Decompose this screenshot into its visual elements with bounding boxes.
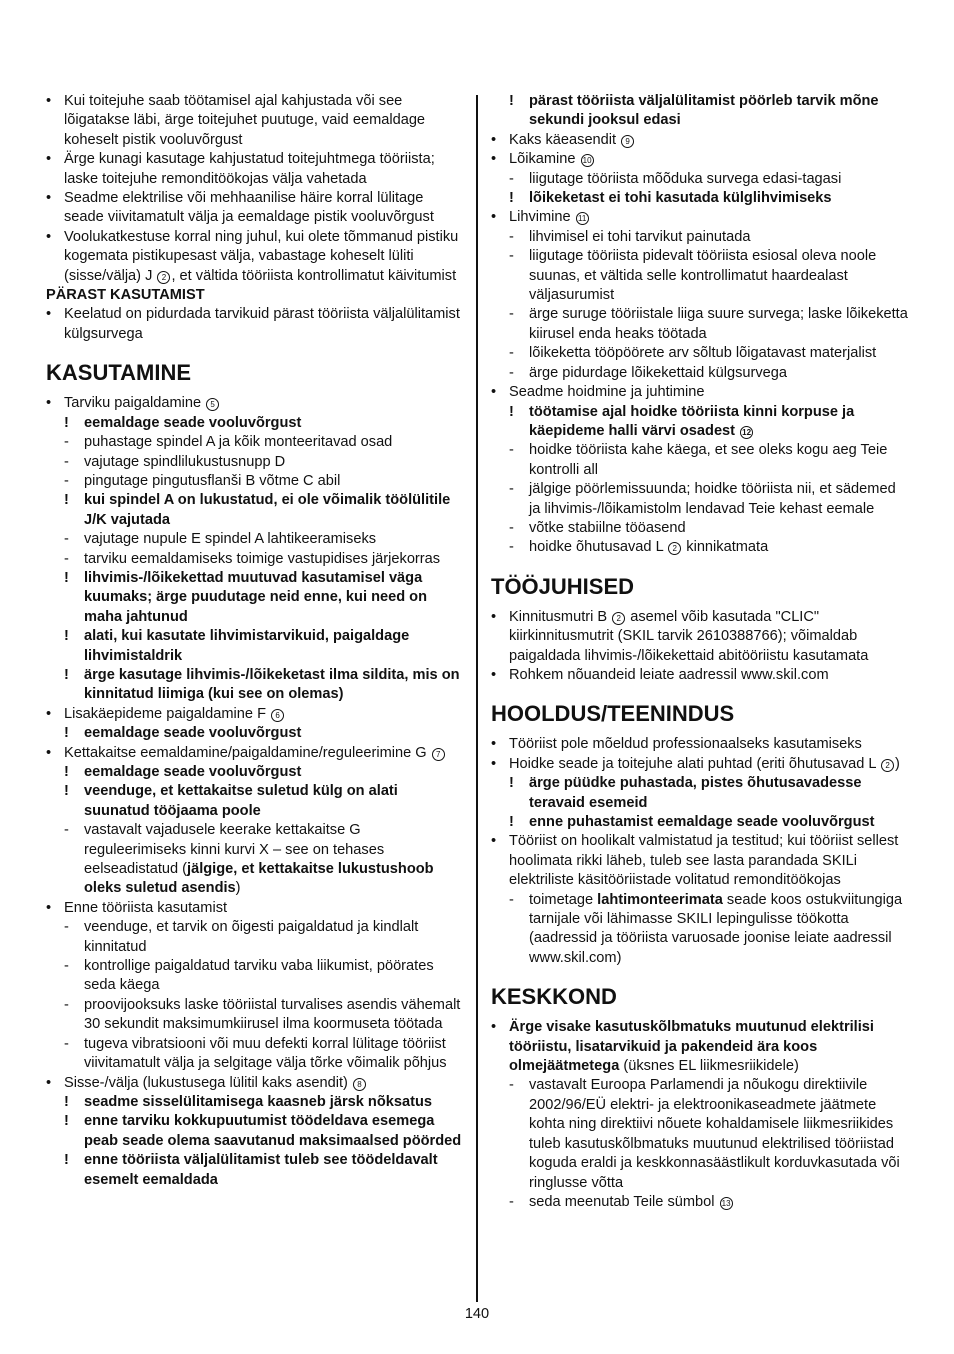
section-heading: KESKKOND	[491, 984, 617, 1010]
section-heading: TÖÖJUHISED	[491, 573, 635, 599]
list-item	[491, 208, 911, 227]
warning-marker: !	[64, 1113, 69, 1130]
item-text: ärge pidurdage lõikekettaid külgsurvega	[529, 364, 787, 381]
item-text: Kaks käeasendit	[509, 131, 621, 148]
warning-marker: !	[64, 764, 69, 780]
list-item	[491, 774, 911, 813]
bullet-marker: •	[491, 666, 497, 683]
bullet-marker: •	[491, 151, 497, 168]
figure-ref-number: 5	[206, 398, 219, 411]
warning-marker: !	[64, 492, 69, 509]
list-item	[491, 150, 911, 169]
warning-marker: !	[64, 1093, 69, 1110]
list-item	[46, 189, 466, 228]
warning-marker: !	[64, 628, 69, 645]
item-text: lihvimis-/lõikekettad muutuvad kasutamisel väga kuumaks; ärge puudutage neid enne, kui need on maha jahtunud	[84, 569, 428, 625]
list-item	[46, 918, 466, 957]
item-text: Rohkem nõuandeid leiate aadressil www.skil.com	[509, 666, 829, 683]
item-text: ärge püüdke puhastada, pistes õhutusavadesse teravaid esemeid	[529, 775, 862, 811]
list-item	[491, 189, 911, 208]
item-text: Ärge kunagi kasutage kahjustatud toitejuhtmega tööriista; laske toitejuhe remonditöökojas välja vahetada	[64, 151, 435, 187]
dash-marker: -	[509, 306, 514, 323]
list-item	[491, 305, 911, 344]
item-text: Sisse-/välja (lukustusega lülitil kaks asendit)	[64, 1074, 352, 1091]
list-item	[491, 891, 911, 969]
list-item	[491, 228, 911, 247]
list-item	[46, 899, 466, 918]
item-text: liigutage tööriista mõõduka survega edasi-tagasi	[529, 170, 842, 187]
item-text: Hoidke seade ja toitejuhe alati puhtad (eriti õhutusavad L	[509, 755, 881, 772]
dash-marker: -	[64, 472, 69, 489]
item-text: liigutage tööriista pidevalt tööriista esiosal oleva noole suunas, et vältida selle kontrollimatut haardealast väljasurumist	[529, 248, 877, 304]
warning-marker: !	[509, 403, 514, 420]
item-text: kontrollige paigaldatud tarviku vaba liikumist, pöörates seda käega	[84, 958, 434, 994]
item-text: (üksnes EL liikmesriikidele)	[619, 1058, 799, 1075]
dash-marker: -	[509, 170, 514, 187]
list-item	[46, 724, 466, 743]
dash-marker: -	[509, 519, 514, 536]
figure-ref-number: 10	[581, 154, 594, 167]
list-item	[46, 569, 466, 627]
list-item	[46, 1074, 466, 1093]
figure-ref-number: 2	[881, 759, 894, 772]
list-item	[46, 1151, 466, 1190]
list-item	[491, 666, 911, 685]
list-item	[46, 821, 466, 899]
bullet-marker: •	[46, 306, 52, 323]
item-text: Kinnitusmutri B	[509, 608, 612, 625]
item-text: jälgige pöörlemissuunda; hoidke tööriista nii, et sädemed ja lihvimis-/lõikamistolm lendavad Teie kehast eemale	[529, 481, 896, 517]
item-text: Seadme elektrilise või mehhaanilise häire korral lülitage seade viivitamatult välja ja eemaldage pistik vooluvõrgust	[64, 190, 434, 226]
item-text: Kettakaitse eemaldamine/paigaldamine/reguleerimine G	[64, 744, 431, 761]
item-text: , et vältida tööriista kontrollimatut käivitumist	[171, 267, 457, 284]
item-text: lõikeketast ei tohi kasutada külglihvimiseks	[529, 190, 832, 207]
item-text: asemel võib kasutada "CLIC" kiirkinnitusmutrit (SKIL tarvik 2610388766); võimaldab paigaldada lihvimis-/lõikekettaid abitööriistu kasutamata	[509, 608, 869, 664]
subsection-label	[46, 286, 466, 305]
list-item	[46, 150, 466, 189]
bullet-marker: •	[491, 608, 497, 625]
right-column	[491, 92, 911, 1212]
item-text: tugeva vibratsiooni või muu defekti korral lülitage tööriist viivitamatult välja ja selgitage välja tõrke võimalik põhjus	[84, 1035, 447, 1072]
list-item	[46, 627, 466, 666]
item-text: vastavalt Euroopa Parlamendi ja nõukogu direktiivile 2002/96/EÜ elektri- ja elektroonikaseadmete jäätmete kohta ning direktiivi nõuete kohaldamisele liikmesriikides tuleb kasutuskõlbmatuks muutunud elektrilised tööriistad koguda eraldi ja keskkonnasäästlikult korduvkasutada või ringlusse võtta	[529, 1077, 900, 1191]
figure-ref-number: 7	[432, 748, 445, 761]
item-text: hoidke õhutusavad L	[529, 539, 668, 556]
dash-marker: -	[509, 442, 514, 459]
dash-marker: -	[509, 1077, 514, 1094]
dash-marker: -	[509, 345, 514, 362]
column-divider	[476, 95, 478, 1302]
item-text: pingutage pingutusflanši B võtme C abil	[84, 472, 341, 489]
item-text: võtke stabiilne tööasend	[529, 519, 686, 536]
dash-marker: -	[509, 481, 514, 498]
item-text: enne puhastamist eemaldage seade vooluvõrgust	[529, 814, 875, 830]
item-text: enne tööriista väljalülitamist tuleb see töödeldavalt esemelt eemaldada	[84, 1152, 438, 1188]
dash-marker: -	[64, 919, 69, 936]
list-item	[46, 705, 466, 724]
dash-marker: -	[509, 364, 514, 381]
list-item	[491, 480, 911, 519]
dash-marker: -	[509, 891, 514, 908]
item-text: vajutage spindlilukustusnupp D	[84, 453, 286, 470]
item-text: Lõikamine	[509, 151, 580, 168]
item-text: lõikeketta tööpöörete arv sõltub lõigatavast materjalist	[529, 345, 877, 362]
dash-marker: -	[64, 531, 69, 548]
list-item	[491, 344, 911, 363]
item-text: eemaldage seade vooluvõrgust	[84, 414, 302, 431]
warning-marker: !	[509, 775, 514, 792]
list-item	[46, 744, 466, 763]
item-text: ärge suruge tööriistale liiga suure survega; laske lõikeketta kiirusel enda heaks töötada	[529, 306, 908, 342]
dash-marker: -	[509, 539, 514, 556]
item-text: Tööriist pole mõeldud professionaalseks kasutamiseks	[509, 736, 862, 753]
bullet-marker: •	[46, 899, 52, 916]
list-item	[46, 996, 466, 1035]
list-item	[46, 957, 466, 996]
warning-marker: !	[64, 725, 69, 742]
bullet-marker: •	[491, 209, 497, 226]
figure-ref-number: 8	[353, 1078, 366, 1091]
warning-marker: !	[509, 190, 514, 207]
list-item	[491, 383, 911, 402]
item-text: vajutage nupule E spindel A lahtikeeramiseks	[84, 531, 377, 548]
warning-marker: !	[509, 814, 514, 830]
item-text: alati, kui kasutate lihvimistarvikuid, paigaldage lihvimistaldrik	[84, 628, 410, 664]
bullet-marker: •	[46, 705, 52, 722]
item-text-bold: jälgige, et kettakaitse lukustushoob oleks suletud asendis	[84, 861, 434, 897]
list-item	[46, 433, 466, 452]
list-item	[491, 1076, 911, 1192]
list-item	[46, 666, 466, 705]
list-item	[46, 491, 466, 530]
warning-marker: !	[509, 93, 514, 109]
item-text-bold: Ärge visake kasutuskõlbmatuks muutunud elektrilisi tööriistu, lisatarvikuid ja pakendeid ära koos olmejäätmetega	[509, 1019, 874, 1075]
dash-marker: -	[509, 248, 514, 265]
list-item	[491, 538, 911, 557]
list-item	[491, 364, 911, 383]
item-text: )	[895, 755, 900, 772]
list-item	[46, 1093, 466, 1112]
item-text: lihvimisel ei tohi tarvikut painutada	[529, 228, 751, 245]
warning-marker: !	[64, 783, 69, 800]
warning-marker: !	[64, 1152, 69, 1169]
bullet-marker: •	[46, 151, 52, 168]
item-text: PÄRAST KASUTAMIST	[46, 287, 205, 304]
figure-ref-number: 9	[621, 135, 634, 148]
item-text: Tööriist on hoolikalt valmistatud ja testitud; kui tööriist sellest hoolimata rikki läheb, tuleb see lasta parandada SKILi elektriliste käsitööriistade volitatud remonditöökojas	[509, 833, 899, 889]
dash-marker: -	[64, 822, 69, 839]
item-text: Voolukatkestuse korral ning juhul, kui olete tõmmanud pistiku kogemata pistikupesast välja, vabastage koheselt lüliti (sisse/välja) J	[64, 228, 459, 284]
list-item	[46, 305, 466, 344]
item-text: Seadme hoidmine ja juhtimine	[509, 384, 705, 401]
section-heading: HOOLDUS/TEENINDUS	[491, 701, 735, 727]
left-column	[46, 92, 466, 1190]
list-item	[491, 92, 911, 131]
list-item	[46, 228, 466, 286]
dash-marker: -	[509, 228, 514, 245]
list-item	[46, 394, 466, 413]
bullet-marker: •	[491, 755, 497, 772]
list-item	[46, 414, 466, 433]
item-text: toimetage	[529, 891, 598, 908]
list-item	[46, 550, 466, 569]
item-text: Kui toitejuhe saab töötamisel ajal kahjustada või see lõigatakse läbi, ärge toitejuhet puutuge, vaid eemaldage koheselt pistik vooluvõrgust	[64, 93, 426, 148]
item-text: hoidke tööriista kahe käega, et see oleks kogu aeg Teie kontrolli all	[529, 442, 888, 478]
item-text: Tarviku paigaldamine	[64, 395, 206, 412]
figure-ref-number: 12	[740, 426, 753, 439]
figure-ref-number: 2	[668, 542, 681, 555]
warning-marker: !	[64, 569, 69, 586]
item-text: enne tarviku kokkupuutumist töödeldava esemega peab seade olema saavutanud maksimaalsed pöörded	[84, 1113, 462, 1149]
item-text: seadme sisselülitamisega kaasneb järsk nõksatus	[84, 1093, 433, 1110]
bullet-marker: •	[46, 190, 52, 207]
list-item	[46, 453, 466, 472]
list-item	[491, 247, 911, 305]
list-item	[491, 403, 911, 442]
item-text: veenduge, et kettakaitse suletud külg on alati suunatud tööjaama poole	[84, 783, 398, 819]
warning-marker: !	[64, 666, 69, 683]
item-text: Keelatud on pidurdada tarvikuid pärast tööriista väljalülitamist külgsurvega	[64, 306, 460, 342]
warning-marker: !	[64, 414, 69, 431]
item-text: Lihvimine	[509, 209, 575, 226]
page-number: 140	[464, 1306, 490, 1322]
dash-marker: -	[64, 434, 69, 451]
dash-marker: -	[64, 550, 69, 567]
item-text: pärast tööriista väljalülitamist pöörleb tarvik mõne sekundi jooksul edasi	[529, 93, 879, 129]
bullet-marker: •	[491, 384, 497, 401]
bullet-marker: •	[491, 131, 497, 148]
bullet-marker: •	[491, 833, 497, 850]
figure-ref-number: 13	[720, 1197, 733, 1210]
list-item	[46, 1112, 466, 1151]
item-text: )	[235, 880, 241, 897]
item-text: seda meenutab Teile sümbol	[529, 1193, 719, 1210]
list-item	[46, 530, 466, 549]
item-text: Enne tööriista kasutamist	[64, 899, 228, 916]
item-text-bold: lahtimonteerimata	[597, 891, 723, 908]
list-item	[491, 519, 911, 538]
list-item	[491, 1018, 911, 1076]
item-text: tarviku eemaldamiseks toimige vastupidises järjekorras	[84, 550, 441, 567]
dash-marker: -	[64, 453, 69, 470]
list-item	[491, 131, 911, 150]
item-text: eemaldage seade vooluvõrgust	[84, 725, 302, 742]
figure-ref-number: 11	[576, 212, 589, 225]
item-text: eemaldage seade vooluvõrgust	[84, 764, 302, 780]
list-item	[46, 92, 466, 150]
bullet-marker: •	[46, 228, 52, 245]
item-text: kui spindel A on lukustatud, ei ole võimalik töölülitile J/K vajutada	[84, 492, 451, 528]
item-text: veenduge, et tarvik on õigesti paigaldatud ja kindlalt kinnitatud	[84, 919, 419, 955]
list-item	[46, 472, 466, 491]
dash-marker: -	[64, 1035, 69, 1052]
list-item	[491, 735, 911, 754]
list-item	[491, 608, 911, 666]
list-item	[491, 170, 911, 189]
item-text: seade koos ostukviitungiga tarnijale või lähimasse SKILI lepingulisse töökotta (aadressid ja tööriista varuosade joonise leiate aadressil www.skil.com)	[529, 891, 903, 966]
item-text: töötamise ajal hoidke tööriista kinni korpuse ja käepideme halli värvi osadest	[529, 403, 855, 439]
figure-ref-number: 2	[612, 612, 625, 625]
item-text: proovijooksuks laske tööriistal turvalises asendis vähemalt 30 sekundit maksimumkiirusel ilma koormuseta töötada	[84, 996, 461, 1033]
item-text: vastavalt vajadusele keerake kettakaitse G reguleerimiseks kinni kurvi X – see on tehases eelseadistatud (	[84, 822, 385, 878]
list-item	[491, 832, 911, 890]
item-text: puhastage spindel A ja kõik monteeritavad osad	[84, 434, 393, 451]
list-item	[491, 1193, 911, 1212]
item-text: ärge kasutage lihvimis-/lõikeketast ilma sildita, mis on kinnitatud liimiga (kui see on olemas)	[84, 666, 460, 703]
item-text: Lisakäepideme paigaldamine F	[64, 705, 271, 722]
figure-ref-number: 2	[157, 271, 170, 284]
list-item	[491, 441, 911, 480]
bullet-marker: •	[46, 1074, 52, 1091]
list-item	[46, 782, 466, 821]
section-heading: KASUTAMINE	[46, 360, 192, 386]
item-text: kinnikatmata	[682, 539, 769, 556]
list-item	[491, 755, 911, 774]
list-item	[46, 763, 466, 782]
bullet-marker: •	[46, 395, 52, 412]
bullet-marker: •	[491, 736, 497, 753]
figure-ref-number: 6	[271, 709, 284, 722]
dash-marker: -	[509, 1193, 514, 1210]
bullet-marker: •	[46, 93, 52, 109]
dash-marker: -	[64, 958, 69, 975]
list-item	[491, 813, 911, 832]
list-item	[46, 1035, 466, 1074]
bullet-marker: •	[491, 1019, 497, 1036]
dash-marker: -	[64, 996, 69, 1013]
bullet-marker: •	[46, 744, 52, 761]
